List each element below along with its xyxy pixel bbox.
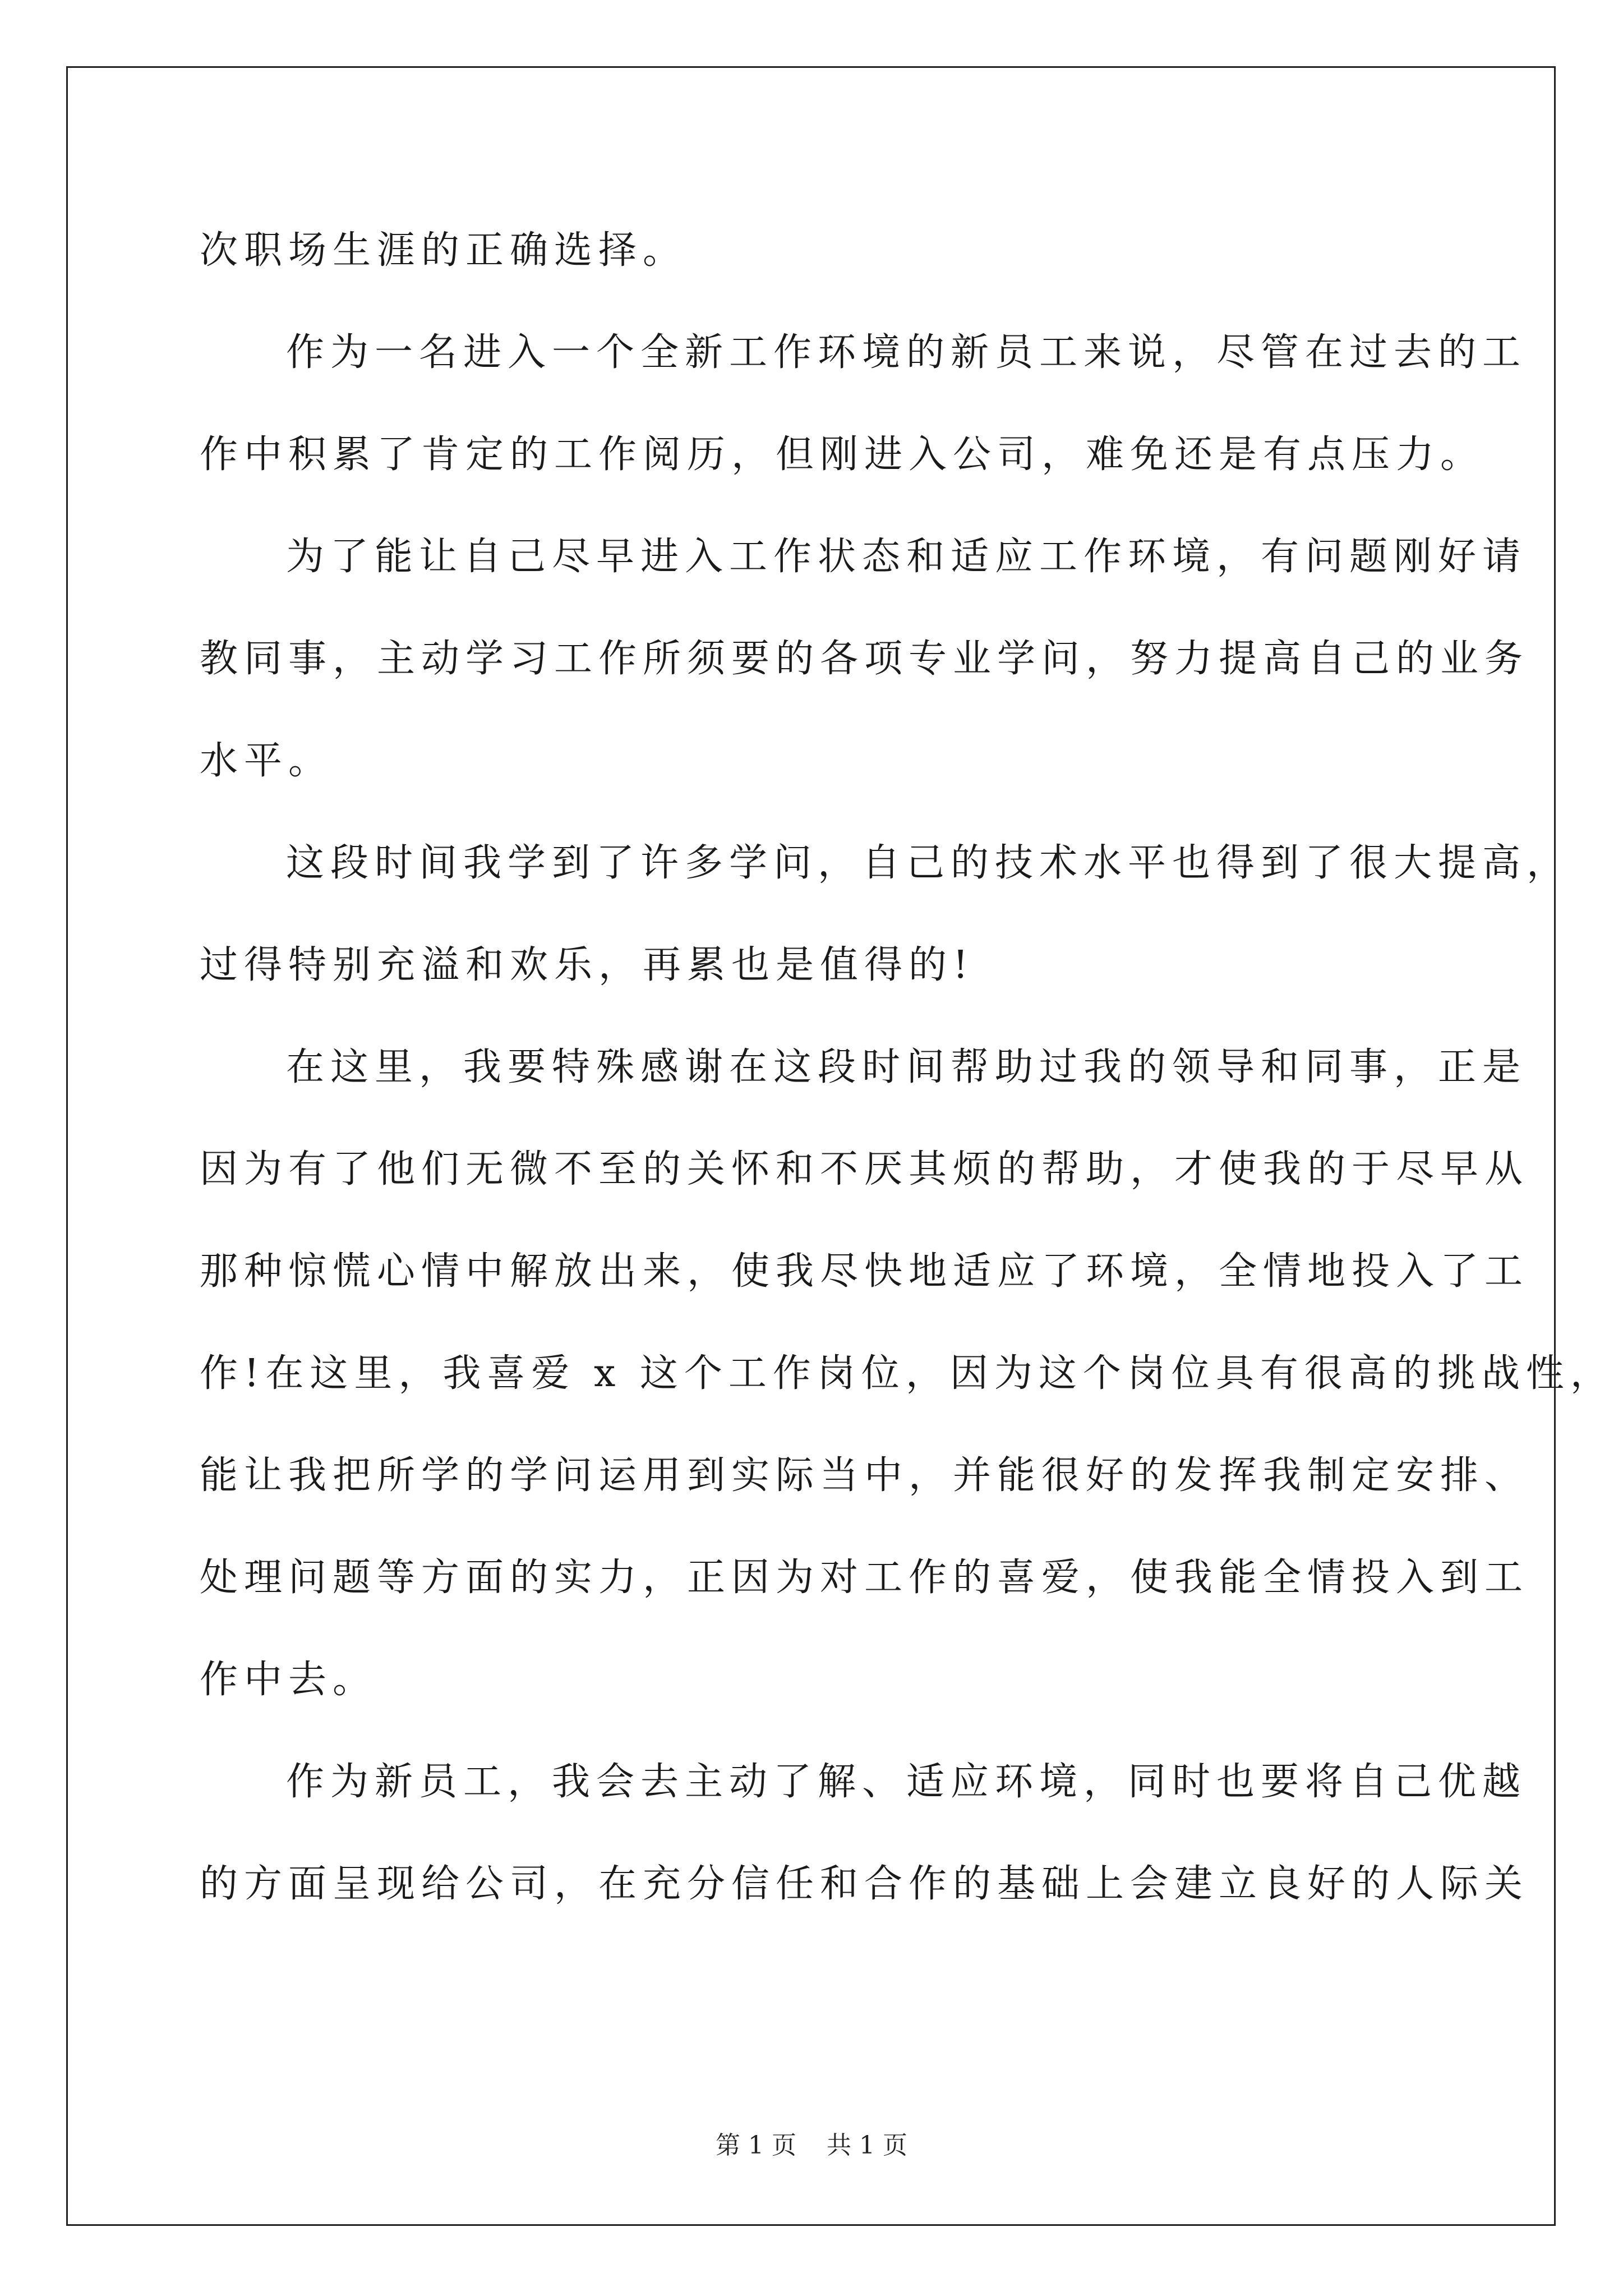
- text-line: 次职场生涯的正确选择。: [200, 228, 688, 273]
- text-line: 能让我把所学的学问运用到实际当中，并能很好的发挥我制定安排、: [200, 1453, 1529, 1498]
- page-footer: [0, 2129, 1623, 2162]
- page-number-total: 共 1 页: [827, 2131, 907, 2160]
- text-line: 教同事，主动学习工作所须要的各项专业学问，努力提高自己的业务: [200, 637, 1529, 681]
- paragraph-first-line: 在这里，我要特殊感谢在这段时间帮助过我的领导和同事，正是: [286, 1045, 1527, 1089]
- page-number-current: 第 1 页: [716, 2131, 796, 2160]
- document-body: [200, 200, 1615, 1935]
- text-line: 水平。: [200, 739, 333, 783]
- text-line: 作中积累了肯定的工作阅历，但刚进入公司，难免还是有点压力。: [200, 432, 1485, 477]
- text-line: 作中去。: [200, 1658, 377, 1702]
- paragraph-first-line: 作为一名进入一个全新工作环境的新员工来说，尽管在过去的工: [286, 330, 1527, 375]
- text-line: 的方面呈现给公司，在充分信任和合作的基础上会建立良好的人际关: [200, 1862, 1529, 1906]
- text-line: 作!在这里，我喜爱 x 这个工作岗位，因为这个岗位具有很高的挑战性，: [200, 1351, 1615, 1396]
- text-line: 那种惊慌心情中解放出来，使我尽快地适应了环境，全情地投入了工: [200, 1249, 1529, 1294]
- paragraph-first-line: 这段时间我学到了许多学问，自己的技术水平也得到了很大提高，: [286, 841, 1571, 885]
- text-line: 过得特别充溢和欢乐，再累也是值得的!: [200, 943, 975, 987]
- text-line: 因为有了他们无微不至的关怀和不厌其烦的帮助，才使我的于尽早从: [200, 1147, 1529, 1191]
- paragraph-first-line: 作为新员工，我会去主动了解、适应环境，同时也要将自己优越: [286, 1760, 1527, 1804]
- paragraph-first-line: 为了能让自己尽早进入工作状态和适应工作环境，有问题刚好请: [286, 535, 1527, 579]
- text-line: 处理问题等方面的实力，正因为对工作的喜爱，使我能全情投入到工: [200, 1556, 1529, 1600]
